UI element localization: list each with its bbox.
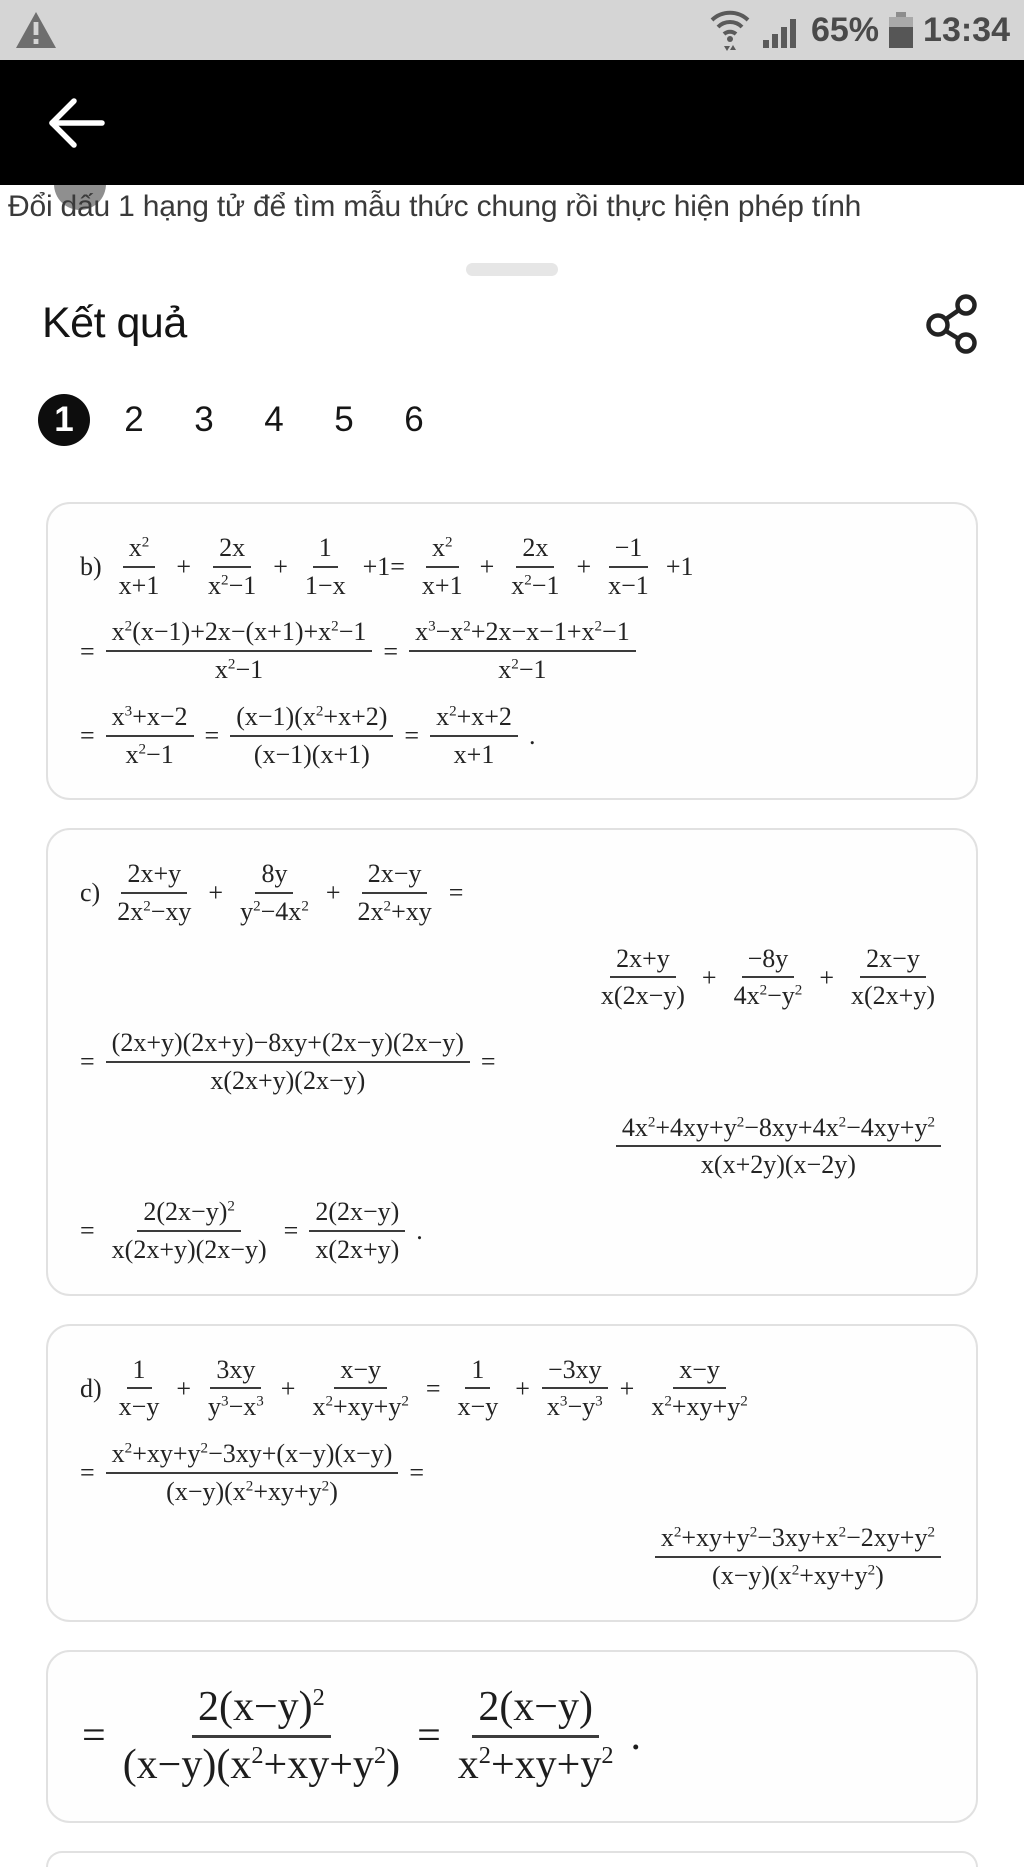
math-text: + [273,552,288,582]
math-text: = [204,721,220,750]
battery-icon [889,12,913,48]
fraction: $\frac{2(2x-y)^2}{x(2x+y)(2x-y)}$ [111,1197,267,1264]
math-text: . [528,721,536,750]
fraction: $\frac{(x-1)(x^2+x+2)}{(x-1)(x+1)}$ [230,700,393,771]
fraction: $\frac{2x+y}{2x^2-xy}$ [117,859,192,927]
signal-icon [761,10,801,50]
result-pagination [38,394,1024,446]
fraction: $\frac{x^3+x-2}{x^2-1}$ [106,700,194,771]
fraction: $\frac{x^2+xy+y^2-3xy+(x-y)(x-y)}{(x-y)(x^2+xy+y^2)}$ [106,1437,399,1508]
fraction: $\frac{3xy}{y^3-x^3}$ [208,1354,264,1422]
math-text: = [404,721,420,750]
math-text: +1 [665,552,694,582]
math-text: = [80,636,95,666]
clock: 13:34 [923,10,1010,49]
fraction: $\frac{2x-y}{2x^2+xy}$ [357,859,432,927]
fraction: $\frac{2(x-y)^2}{(x-y)(x^2+xy+y^2)}$ [117,1681,406,1792]
math-text: = [448,878,464,908]
warning-icon [14,10,58,50]
math-text: c) [80,878,101,908]
equation-line [72,531,952,602]
fraction: $\frac{1}{x-y}$ [457,1354,499,1422]
fraction: $\frac{x^2}{x+1}$ [421,533,463,600]
page-5[interactable]: 5 [334,400,354,439]
fraction: $\frac{-1}{x-1}$ [608,533,649,600]
fraction: $\frac{2x+y}{x(2x-y)}$ [600,943,685,1011]
fraction: $\frac{2x}{x^2-1}$ [511,533,560,600]
fraction: $\frac{2x-y}{x(2x+y)}$ [851,943,935,1011]
math-text: = [417,1713,441,1760]
fraction: $\frac{x-y}{x^2+xy+y^2}$ [651,1354,748,1422]
back-icon[interactable] [44,92,108,154]
fraction: $\frac{1}{x-y}$ [118,1354,160,1422]
math-text: = [82,1713,106,1760]
math-text: = [283,1216,299,1246]
math-text: = [80,1458,95,1488]
drag-handle[interactable] [466,263,558,276]
equation-line [72,1195,952,1266]
battery-percent: 65% [810,10,880,49]
math-text: + [208,878,224,908]
equation-line [72,1437,952,1508]
math-text: = [80,1216,95,1246]
math-text: = [480,1047,496,1077]
solution-card-c [46,828,978,1295]
math-text: + [819,962,835,992]
fraction: $\frac{-3xy}{x^3-y^3}$ [541,1353,609,1424]
equation-line [74,1681,950,1792]
status-bar [0,0,1024,60]
page-1[interactable]: 1 [38,394,90,446]
fraction: $\frac{4x^2+4xy+y^2-8xy+4x^2-4xy+y^2}{x(x+2y)(x-2y)}$ [616,1111,941,1182]
fraction: $\frac{2x}{x^2-1}$ [208,533,257,600]
math-text: = [383,636,399,666]
fraction: $\frac{2(2x-y)}{x(2x+y)}$ [309,1195,405,1266]
page-2[interactable]: 2 [124,400,144,439]
math-text: + [280,1373,296,1403]
fraction: $\frac{x^2+x+2}{x+1}$ [430,700,518,771]
math-text: + [701,962,717,992]
fraction: $\frac{1}{1-x}$ [304,533,346,600]
page-6[interactable]: 6 [404,400,424,439]
math-text: + [176,552,192,582]
math-text: + [576,552,592,582]
page-4[interactable]: 4 [264,400,284,439]
fraction: $\frac{x^2+xy+y^2-3xy+x^2-2xy+y^2}{(x-y)(x^2+xy+y^2)}$ [655,1521,941,1592]
math-text: + [619,1373,635,1403]
math-text: = [80,1047,95,1077]
question-title: Đổi dấu 1 hạng tử để tìm mẫu thức chung rồi thực hiện phép tính [8,190,862,223]
equation-line [72,700,952,771]
fraction: $\frac{x^2}{x+1}$ [118,533,160,600]
fraction: $\frac{x-y}{x^2+xy+y^2}$ [312,1354,409,1422]
equation-line [72,857,952,928]
math-text: d) [80,1373,102,1403]
equation-line [72,615,952,686]
fraction: $\frac{x^3-x^2+2x-x-1+x^2-1}{x^2-1}$ [409,615,636,686]
next-card-partial [46,1851,978,1867]
math-text: + [515,1373,530,1403]
math-text: . [630,1713,642,1760]
math-text: +1= [362,552,405,582]
fraction: $\frac{8y}{y^2-4x^2}$ [240,859,309,927]
fraction: $\frac{2(x-y)}{x^2+xy+y^2}$ [452,1681,620,1792]
share-icon[interactable] [920,292,982,354]
math-text: + [176,1373,192,1403]
equation-line [72,1026,952,1097]
nav-bar [0,60,1024,185]
math-text: + [325,878,341,908]
results-title: Kết quả [42,298,187,347]
equation-line [72,1353,952,1424]
equation-line [72,1111,952,1182]
solution-card-d [46,1324,978,1622]
math-text: + [479,552,495,582]
fraction: $\frac{(2x+y)(2x+y)-8xy+(2x-y)(2x-y)}{x(2x+y)(2x-y)}$ [106,1026,470,1097]
math-text: = [425,1373,441,1403]
fraction: $\frac{x^2(x-1)+2x-(x+1)+x^2-1}{x^2-1}$ [106,615,373,686]
math-text: = [409,1458,425,1488]
equation-line [72,942,952,1013]
page-3[interactable]: 3 [194,400,214,439]
fraction: $\frac{-8y}{4x^2-y^2}$ [733,943,803,1011]
solution-card-b [46,502,978,800]
math-text: b) [80,552,102,582]
equation-line [72,1521,952,1592]
wifi-icon [709,8,751,52]
solution-card-final [46,1650,978,1823]
math-text: . [416,1216,423,1246]
math-text: = [80,721,95,750]
